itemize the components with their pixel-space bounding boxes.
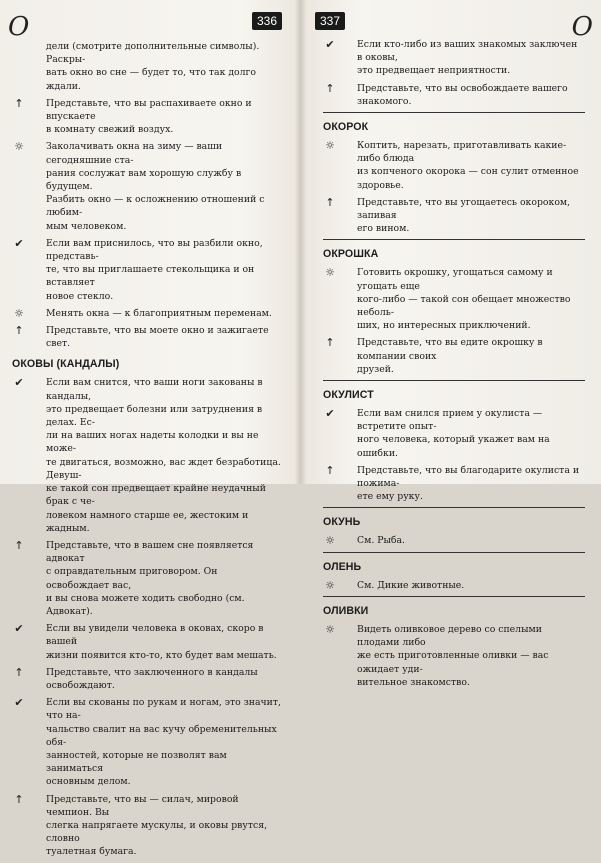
text-line: основным делом. bbox=[46, 776, 131, 788]
section-entries bbox=[323, 579, 585, 592]
text-line: вительное знакомство. bbox=[357, 676, 470, 688]
page-number: 336 bbox=[252, 12, 282, 30]
text-line: занностей, которые не позволят вам заниматься bbox=[46, 749, 227, 775]
dream-entry bbox=[12, 324, 282, 350]
text-line: рания сослужат вам хорошую службу в будущем. bbox=[46, 167, 242, 193]
text-line: из копченого окорока — сон сулит отменное здоровье. bbox=[357, 166, 579, 191]
sun-icon: ☼ bbox=[325, 622, 335, 636]
text-line: Представьте, что вы распахиваете окно и впускаете bbox=[46, 97, 252, 123]
text-line: те двигаться, возможно, вас ждет безработица. Девуш- bbox=[46, 456, 281, 481]
section-heading: ОКОВЫ (КАНДАЛЫ) bbox=[12, 358, 120, 371]
dream-entry bbox=[323, 266, 585, 332]
text-line: Заколачивать окна на зиму — ваши сегодняшние ста- bbox=[46, 141, 223, 166]
text-line: Представьте, что вы едите окрошку в компании своих bbox=[357, 337, 543, 362]
text-line: ших, но интересных приключений. bbox=[357, 320, 531, 332]
section-divider bbox=[323, 112, 585, 113]
dream-entry bbox=[323, 407, 585, 460]
text-line: ловеком намного старше ее, жестоким и жадным. bbox=[46, 509, 249, 534]
text-line: Представьте, что вы благодарите окулиста и пожима- bbox=[357, 464, 580, 490]
right-page bbox=[301, 0, 601, 688]
dream-entry bbox=[12, 376, 282, 534]
text-line: вать окно во сне — будет то, что так долго bbox=[46, 67, 257, 79]
text-line: мым человеком. bbox=[46, 220, 127, 232]
arrow-up-icon: ↑ bbox=[325, 195, 335, 209]
dream-entry bbox=[12, 307, 282, 320]
text-line: новое стекло. bbox=[46, 290, 114, 302]
text-line: ждали. bbox=[46, 80, 81, 92]
arrow-up-icon: ↑ bbox=[14, 96, 24, 110]
text-line: друзей. bbox=[357, 363, 394, 375]
section-divider bbox=[323, 380, 585, 381]
dream-entry bbox=[323, 464, 585, 504]
arrow-up-icon: ↑ bbox=[325, 463, 335, 477]
dream-entry bbox=[323, 82, 585, 108]
dream-entry bbox=[323, 38, 585, 78]
left-column bbox=[12, 40, 282, 863]
check-icon: ✔ bbox=[14, 622, 24, 636]
sun-icon: ☼ bbox=[325, 534, 335, 548]
text-line: Коптить, нарезать, приготавливать какие-либо блюда bbox=[357, 140, 567, 165]
section-entries bbox=[323, 534, 585, 547]
section-heading: ОКОРОК bbox=[323, 121, 369, 134]
text-line: Если вам снится, что ваши ноги закованы в кандалы, bbox=[46, 377, 263, 402]
text-line: и вы снова можете ходить свободно (см. Адвокат). bbox=[46, 592, 245, 617]
dream-entry bbox=[323, 196, 585, 236]
dream-entry bbox=[323, 579, 585, 592]
intro-continuation bbox=[12, 40, 282, 93]
section-entries bbox=[323, 623, 585, 689]
arrow-up-icon: ↑ bbox=[325, 81, 335, 95]
dream-entry bbox=[323, 139, 585, 192]
text-line: чальство свалит на вас кучу обременительных обя- bbox=[46, 723, 277, 748]
entries-top bbox=[323, 38, 585, 108]
section-heading: ОКУЛИСТ bbox=[323, 389, 374, 402]
right-column bbox=[323, 38, 585, 693]
sun-icon: ☼ bbox=[14, 140, 24, 154]
dream-entry bbox=[323, 623, 585, 689]
text-line: Если вы скованы по рукам и ногам, это значит, что на- bbox=[46, 697, 281, 722]
text-line: его вином. bbox=[357, 223, 410, 235]
text-line: в комнату свежий воздух. bbox=[46, 124, 174, 136]
text-line: жизни появится кто-то, кто будет вам мешать. bbox=[46, 649, 277, 661]
letter-glyph: O bbox=[8, 12, 30, 42]
text-line: Видеть оливковое дерево со спелыми плодами либо bbox=[357, 623, 542, 649]
text-line: Представьте, что заключенного в кандалы освобождают. bbox=[46, 666, 258, 691]
text-line: это предвещает болезни или затруднения в делах. Ес- bbox=[46, 403, 263, 429]
section-divider bbox=[323, 596, 585, 597]
arrow-up-icon: ↑ bbox=[14, 792, 24, 806]
text-line: Представьте, что вы угощаетесь окороком, запивая bbox=[357, 196, 571, 222]
section-divider bbox=[323, 552, 585, 553]
entries-section bbox=[12, 376, 282, 858]
dream-entry bbox=[323, 336, 585, 376]
sections bbox=[323, 112, 585, 689]
dream-entry bbox=[323, 534, 585, 547]
section-heading: ОКРОШКА bbox=[323, 248, 379, 261]
check-icon: ✔ bbox=[325, 407, 335, 421]
dream-entry bbox=[12, 539, 282, 618]
section-divider bbox=[323, 507, 585, 508]
text-line: Если вам приснилось, что вы разбили окно, представь- bbox=[46, 237, 263, 263]
text-line: См. Рыба. bbox=[357, 535, 406, 547]
sun-icon: ☼ bbox=[325, 139, 335, 153]
text-line: Разбить окно — к осложнению отношений с любим- bbox=[46, 194, 265, 219]
text-line: Представьте, что в вашем сне появляется адвокат bbox=[46, 539, 254, 565]
text-line: слегка напрягаете мускулы, и оковы рвутся, словно bbox=[46, 819, 268, 845]
dream-entry bbox=[12, 622, 282, 662]
text-line: кого-либо — такой сон обещает множество неболь- bbox=[357, 293, 571, 319]
section-entries bbox=[323, 139, 585, 235]
text-line: См. Дикие животные. bbox=[357, 579, 465, 591]
check-icon: ✔ bbox=[14, 376, 24, 390]
arrow-up-icon: ↑ bbox=[14, 665, 24, 679]
left-page bbox=[0, 0, 300, 858]
entries-top bbox=[12, 97, 282, 351]
check-icon: ✔ bbox=[14, 696, 24, 710]
dream-entry bbox=[12, 97, 282, 137]
dream-entry bbox=[12, 237, 282, 303]
section-heading: ОЛЕНЬ bbox=[323, 560, 362, 573]
text-line: Представьте, что вы моете окно и зажигаете свет. bbox=[46, 325, 269, 350]
dream-entry bbox=[12, 666, 282, 692]
text-line: Представьте, что вы освобождаете вашего знакомого. bbox=[357, 82, 568, 107]
text-line: Если кто-либо из ваших знакомых заключен в оковы, bbox=[357, 39, 578, 64]
arrow-up-icon: ↑ bbox=[14, 324, 24, 338]
text-line: Если вам снился прием у окулиста — встретите опыт- bbox=[357, 408, 543, 433]
text-line: те, что вы приглашаете стекольщика и он вставляет bbox=[46, 264, 255, 289]
text-line: Представьте, что вы — силач, мировой чемпион. Вы bbox=[46, 793, 239, 818]
text-line: туалетная бумага. bbox=[46, 846, 137, 858]
section-entries bbox=[323, 266, 585, 376]
dream-entry bbox=[12, 793, 282, 859]
section-divider bbox=[323, 239, 585, 240]
text-line: Готовить окрошку, угощаться самому и угощать еще bbox=[357, 267, 553, 292]
check-icon: ✔ bbox=[325, 38, 335, 51]
check-icon: ✔ bbox=[14, 236, 24, 250]
text-line: дели (смотрите дополнительные символы). Раскры- bbox=[46, 41, 260, 66]
text-line: Менять окна — к благоприятным переменам. bbox=[46, 307, 272, 319]
letter-glyph: O bbox=[571, 12, 593, 42]
text-line: ного человека, который укажет вам на ошибки. bbox=[357, 434, 550, 459]
page-number: 337 bbox=[315, 12, 345, 30]
sun-icon: ☼ bbox=[325, 266, 335, 280]
section-entries bbox=[323, 407, 585, 503]
sun-icon: ☼ bbox=[14, 306, 24, 320]
text-line: ете ему руку. bbox=[357, 491, 423, 503]
section-heading: ОКУНЬ bbox=[323, 516, 361, 529]
text-line: ли на ваших ногах надеты колодки и вы не може- bbox=[46, 430, 259, 455]
section-heading: ОЛИВКИ bbox=[323, 604, 369, 617]
dream-entry bbox=[12, 696, 282, 788]
text-line: ке такой сон предвещает крайне неудачный брак с че- bbox=[46, 483, 266, 508]
text-line: же есть приготовленные оливки — вас ожидает уди- bbox=[357, 650, 549, 675]
dream-entry bbox=[12, 140, 282, 232]
sun-icon: ☼ bbox=[325, 578, 335, 592]
text-line: это предвещает неприятности. bbox=[357, 65, 511, 77]
text-line: Если вы увидели человека в оковах, скоро в вашей bbox=[46, 623, 264, 648]
arrow-up-icon: ↑ bbox=[14, 538, 24, 552]
text-line: с оправдательным приговором. Он освобождает вас, bbox=[46, 566, 218, 591]
arrow-up-icon: ↑ bbox=[325, 336, 335, 350]
